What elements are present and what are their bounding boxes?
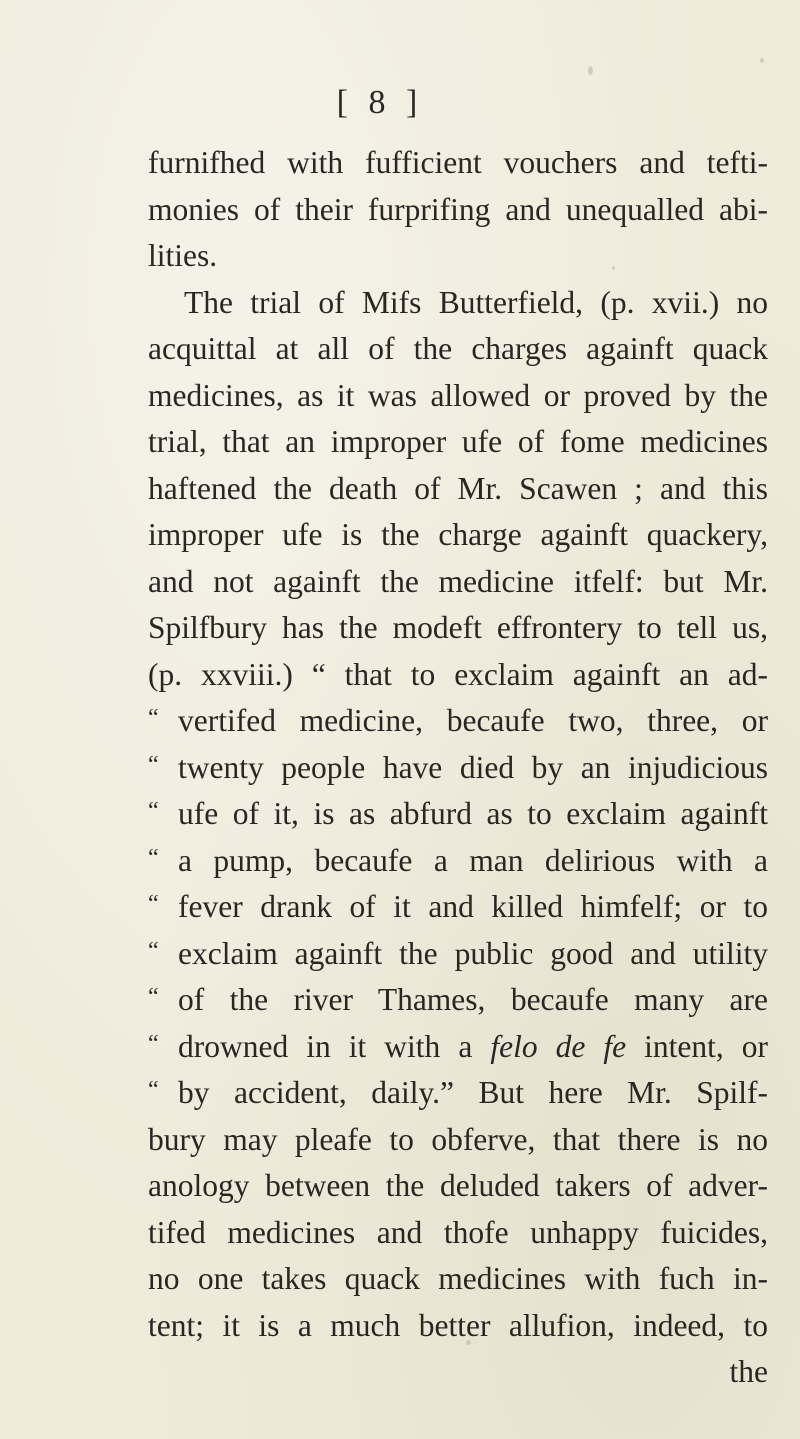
text-line: trial, that an improper ufe of fome medicines xyxy=(148,424,768,459)
text-line: (p. xxviii.) “ that to exclaim againft an ad- xyxy=(148,656,768,692)
quoted-line: “ vertifed medicine, becaufe two, three, or xyxy=(148,698,768,745)
text-line: improper ufe is the charge againft quackery, xyxy=(148,517,768,552)
paper-speck xyxy=(588,66,593,75)
text-line: medicines, as it was allowed or proved by the xyxy=(148,377,768,413)
quote-mark: “ xyxy=(148,1077,159,1103)
quoted-line: “ a pump, becaufe a man delirious with a xyxy=(148,838,768,885)
text-line: and not againft the medicine itfelf: but Mr. xyxy=(148,563,768,599)
body-text xyxy=(148,140,768,1396)
quote-mark: “ xyxy=(148,1030,159,1057)
catchword: the xyxy=(729,1354,768,1389)
quote-mark: “ xyxy=(148,844,159,871)
text-line: tent; it is a much better allufion, indeed, to xyxy=(148,1307,768,1343)
text-line: haftened the death of Mr. Scawen ; and this xyxy=(148,470,768,506)
text-line: bury may pleafe to obferve, that there is no xyxy=(148,1121,768,1157)
quoted-line: “ of the river Thames, becaufe many are xyxy=(148,977,768,1024)
text-line: lities. xyxy=(148,238,218,273)
text-line: no one takes quack medicines with fuch in- xyxy=(148,1261,768,1296)
quote-mark: “ xyxy=(148,798,159,824)
quoted-line: “ twenty people have died by an injudicious xyxy=(148,745,768,792)
page-number: [ 8 ] xyxy=(336,84,424,121)
latin-phrase: felo de fe xyxy=(490,1028,627,1064)
quote-mark: “ xyxy=(148,984,159,1010)
quote-mark: “ xyxy=(148,937,159,964)
quoted-line: “ exclaim againft the public good and utility xyxy=(148,931,768,978)
text-line: tifed medicines and thofe unhappy fuicides, xyxy=(148,1214,768,1250)
text-line: anology between the deluded takers of adver- xyxy=(148,1168,768,1203)
text-line: monies of their furprifing and unequalled abi- xyxy=(148,191,768,227)
text-line: Spilfbury has the modeft effrontery to tell us, xyxy=(148,610,768,645)
quoted-line: “ fever drank of it and killed himfelf; or to xyxy=(148,884,768,931)
quote-mark: “ xyxy=(148,751,159,778)
quote-mark: “ xyxy=(148,705,159,731)
text-line: furnifhed with fufficient vouchers and tefti- xyxy=(148,145,768,180)
quoted-line: “ ufe of it, is as abfurd as to exclaim againft xyxy=(148,791,768,838)
quoted-line: “ drowned in it with a felo de fe intent, or xyxy=(148,1024,768,1071)
quote-mark: “ xyxy=(148,891,159,917)
text-line: The trial of Mifs Butterfield, (p. xvii.) no xyxy=(184,284,768,320)
text-line: acquittal at all of the charges againft quack xyxy=(148,331,768,366)
quoted-line: “ by accident, daily.” But here Mr. Spilf- xyxy=(148,1070,768,1117)
paper-speck xyxy=(760,58,764,63)
